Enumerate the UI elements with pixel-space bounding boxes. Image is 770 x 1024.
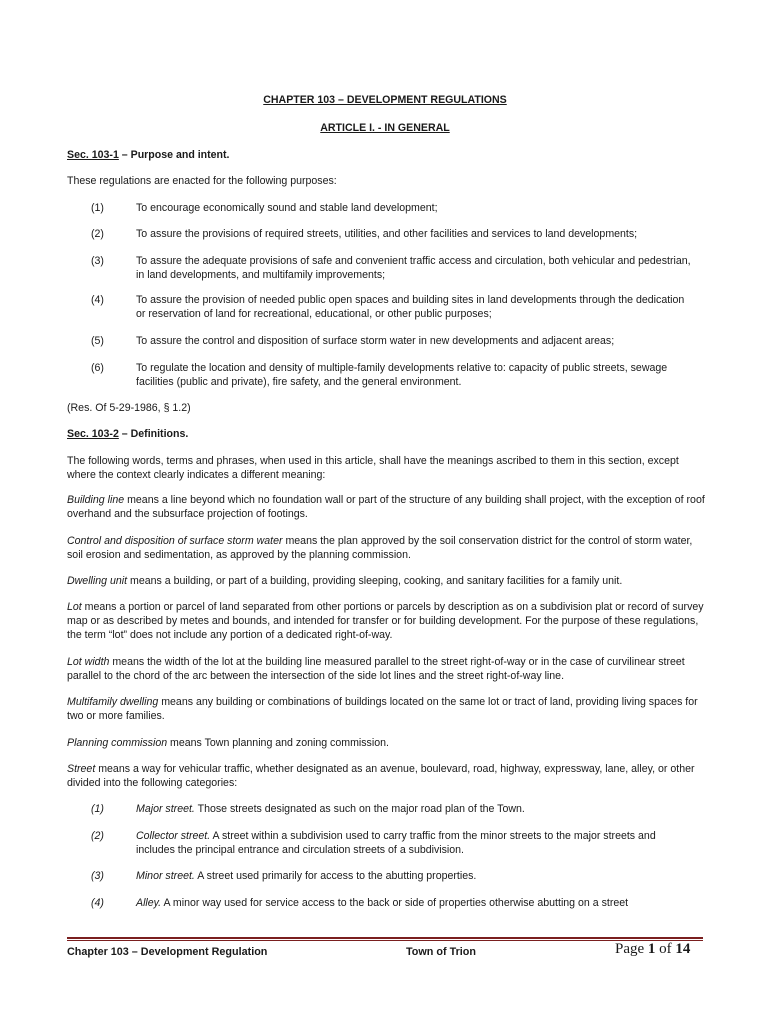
street-category-number: (2) — [91, 830, 104, 842]
purpose-number: (1) — [91, 202, 104, 214]
street-category-term: Minor street. — [136, 870, 195, 882]
section-103-2-intro: The following words, terms and phrases, when used in this article, shall have the meanings ascribed to them in this section, except where the context clearly indicates a different meaning: — [67, 455, 679, 481]
article-title: ARTICLE I. - IN GENERAL — [320, 122, 450, 134]
definition-paragraph — [67, 534, 707, 562]
definition-term: Dwelling unit — [67, 575, 128, 587]
definition-term: Multifamily dwelling — [67, 696, 159, 708]
street-category-number: (3) — [91, 870, 104, 882]
purpose-text: To assure the provisions of required streets, utilities, and other facilities and services to land developments; — [136, 228, 638, 240]
page-total: 14 — [675, 941, 691, 957]
purpose-text: To assure the control and disposition of surface storm water in new developments and adjacent areas; — [136, 335, 615, 347]
definition-text: means the width of the lot at the building line measured parallel to the street right-of-way or in the case of curvilinear street parallel to the chord of the arc between the intersection of the side lot lines and the street right-of-way line. — [67, 656, 685, 682]
definition-paragraph — [67, 600, 707, 642]
definition-text: means a way for vehicular traffic, whether designated as an avenue, boulevard, road, highway, expressway, lane, alley, or other divided into the following categories: — [67, 763, 695, 789]
street-category-text: A street within a subdivision used to carry traffic from the minor streets to the major streets and includes the principal entrance and circulation streets of a subdivision. — [136, 830, 656, 856]
section-103-1-intro: These regulations are enacted for the following purposes: — [67, 175, 337, 187]
street-category-term: Alley. — [136, 897, 162, 909]
street-category-text: A minor way used for service access to the back or side of properties otherwise abutting on a street — [161, 897, 629, 909]
street-category-text: A street used primarily for access to the abutting properties. — [194, 870, 477, 882]
purpose-text: To assure the adequate provisions of safe and convenient traffic access and circulation, both vehicular and pedestrian, in land developments, and multifamily improvements; — [136, 255, 691, 281]
chapter-title: CHAPTER 103 – DEVELOPMENT REGULATIONS — [263, 94, 507, 106]
section-103-2-ref: Sec. 103-2 — [67, 428, 119, 440]
footer-chapter-label: Chapter 103 – Development Regulation — [67, 946, 268, 958]
street-category — [136, 829, 696, 857]
purpose-number: (3) — [91, 255, 104, 267]
definition-term: Lot width — [67, 656, 110, 668]
purpose-number: (5) — [91, 335, 104, 347]
footer-town-label: Town of Trion — [406, 946, 476, 958]
definition-term: Control and disposition of surface storm water — [67, 535, 283, 547]
definition-text: means a building, or part of a building, providing sleeping, cooking, and sanitary facilities for a family unit. — [127, 575, 623, 587]
definition-term: Planning commission — [67, 737, 168, 749]
section-103-1-history: (Res. Of 5-29-1986, § 1.2) — [67, 402, 191, 414]
definition-text: means a line beyond which no foundation wall or part of the structure of any building shall project, with the exception of roof overhand and the subsurface projection of footings. — [67, 494, 705, 520]
page-of: of — [655, 941, 676, 957]
purpose-number: (6) — [91, 362, 104, 374]
purpose-text: To assure the provision of needed public open spaces and building sites in land developments through the dedication or reservation of land for recreational, educational, or other public purposes; — [136, 294, 685, 320]
purpose-text: To encourage economically sound and stable land development; — [136, 202, 438, 214]
street-category — [136, 869, 696, 883]
street-category-text: Those streets designated as such on the major road plan of the Town. — [194, 803, 525, 815]
street-category — [136, 802, 696, 816]
section-103-2-heading — [67, 427, 707, 441]
definition-term: Lot — [67, 601, 82, 613]
definition-term: Street — [67, 763, 96, 775]
definition-paragraph — [67, 762, 707, 790]
section-103-2-title: – Definitions. — [118, 428, 189, 440]
section-103-1-ref: Sec. 103-1 — [67, 149, 119, 161]
page-current: 1 — [647, 941, 656, 957]
street-category-number: (4) — [91, 897, 104, 909]
definition-text: means any building or combinations of buildings located on the same lot or tract of land, providing living spaces for two or more families. — [67, 696, 698, 722]
street-category-number: (1) — [91, 803, 104, 815]
street-category-term: Collector street. — [136, 830, 211, 842]
definition-paragraph — [67, 493, 707, 521]
definition-text: means the plan approved by the soil conservation district for the control of storm water, soil erosion and sedimentation, as approved by the planning commission. — [67, 535, 693, 561]
definition-text: means Town planning and zoning commission. — [167, 737, 389, 749]
street-category — [136, 896, 696, 910]
definition-paragraph — [67, 736, 707, 750]
street-category-term: Major street. — [136, 803, 195, 815]
section-103-1-title: – Purpose and intent. — [118, 149, 230, 161]
footer-rule — [67, 937, 703, 939]
purpose-number: (4) — [91, 294, 104, 306]
section-103-1-heading — [67, 148, 707, 162]
definition-term: Building line — [67, 494, 125, 506]
definition-text: means a portion or parcel of land separated from other portions or parcels by description as on a subdivision plat or record of survey map or as described by metes and bounds, and intended for transfer or for building development. For the purpose of these regulations, the term “lot” does not include any portion of a dedicated right-of-way. — [67, 601, 704, 641]
definition-paragraph — [67, 655, 707, 683]
definition-paragraph — [67, 574, 707, 588]
purpose-number: (2) — [91, 228, 104, 240]
page-prefix: Page — [615, 941, 648, 957]
page-indicator — [615, 941, 690, 958]
definition-paragraph — [67, 695, 707, 723]
footer-rule-thin — [67, 940, 703, 941]
purpose-text: To regulate the location and density of multiple-family developments relative to: capacity of public streets, sewage facilities (public and private), fire safety, and the general environment. — [136, 362, 668, 388]
